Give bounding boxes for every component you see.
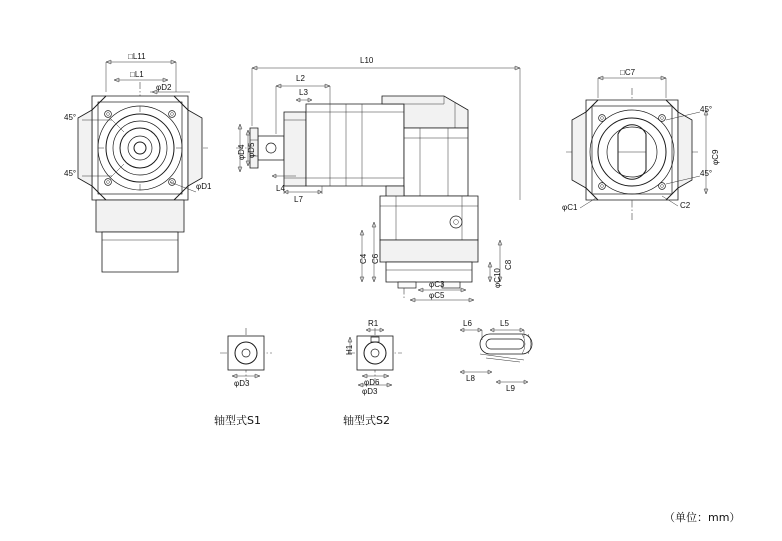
dim-label-angle-1: 45° — [64, 113, 77, 122]
dim-label-angle-2: 45° — [64, 169, 77, 178]
dim-label-C9: φC9 — [711, 149, 720, 165]
dim-label-L10: L10 — [360, 56, 374, 65]
dim-label-L5: L5 — [500, 319, 509, 328]
dim-label-D3-s1: φD3 — [234, 379, 250, 388]
dim-label-L6: L6 — [463, 319, 472, 328]
dim-label-L2: L2 — [296, 74, 305, 83]
dim-label-angle-5: 45° — [700, 169, 713, 178]
dim-label-L1: □L1 — [130, 70, 144, 79]
dim-label-C5: φC5 — [429, 291, 445, 300]
dim-label-H1: H1 — [345, 344, 354, 355]
dim-label-angle-4: 45° — [700, 105, 713, 114]
unit-note: （单位：mm） — [664, 511, 741, 524]
dim-label-C1: φC1 — [562, 203, 578, 212]
dim-label-L8: L8 — [466, 374, 475, 383]
dim-label-D6: φD6 — [364, 378, 380, 387]
dim-label-L4: L4 — [276, 184, 285, 193]
left-view-group — [78, 60, 208, 272]
shaft-type-s1-caption: 轴型式S1 — [214, 414, 261, 427]
shaft-type-s1-group — [220, 328, 272, 380]
dim-label-L9: L9 — [506, 384, 515, 393]
dim-label-C4: C4 — [359, 253, 368, 264]
dim-label-L3: L3 — [299, 88, 308, 97]
dim-label-C8: C8 — [504, 259, 513, 270]
shaft-type-s2-caption: 轴型式S2 — [343, 414, 390, 427]
dim-label-D2: φD2 — [156, 83, 172, 92]
dim-label-L7: L7 — [294, 195, 303, 204]
dim-label-D5: φD5 — [247, 142, 256, 158]
dim-label-D3-s2: φD3 — [362, 387, 378, 396]
dim-label-D1: φD1 — [196, 182, 212, 191]
dim-label-L11: □L11 — [128, 52, 146, 61]
dim-label-C2: C2 — [680, 201, 691, 210]
dim-label-C6: C6 — [371, 253, 380, 264]
dim-label-C7: □C7 — [620, 68, 636, 77]
dim-label-D4: φD4 — [237, 144, 246, 160]
dim-label-C3: φC3 — [429, 280, 445, 289]
dim-label-C10: φC10 — [493, 268, 502, 288]
dim-label-R1: R1 — [368, 319, 379, 328]
